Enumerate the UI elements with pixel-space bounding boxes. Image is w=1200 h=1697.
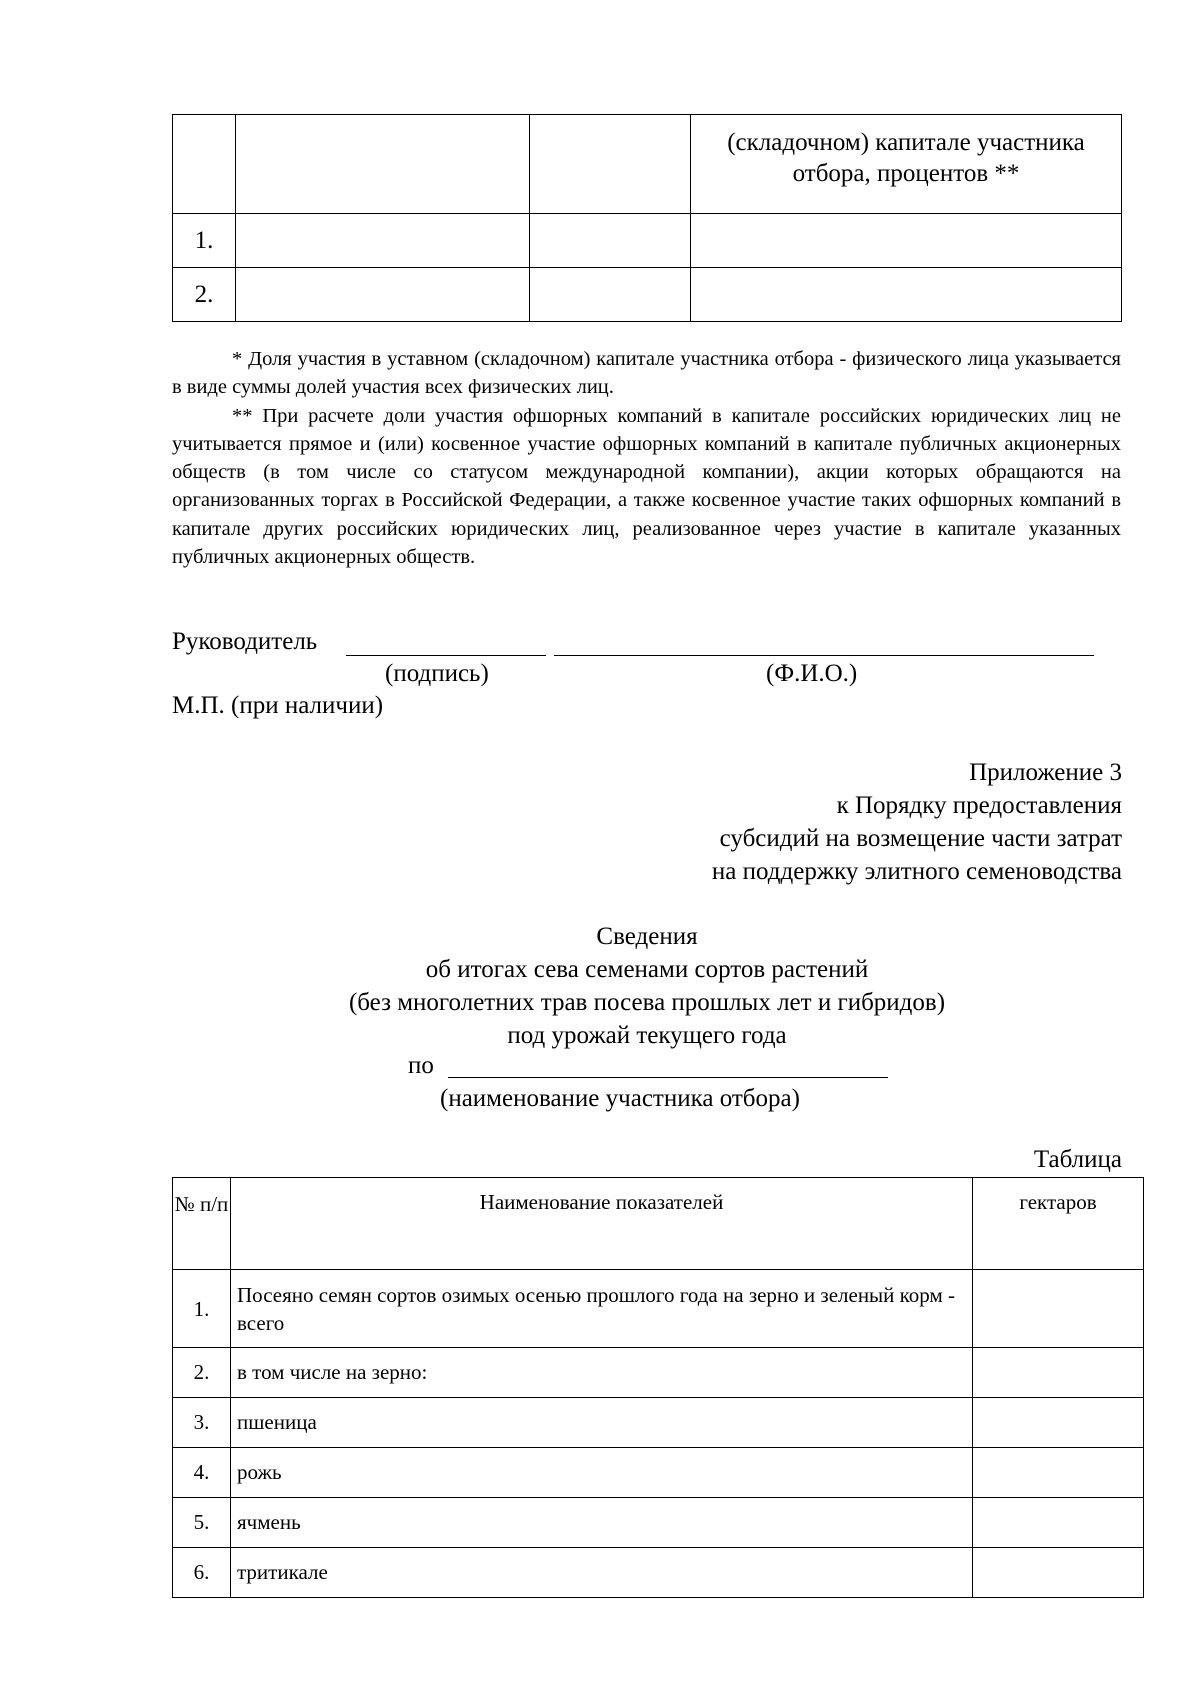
- row-value: [973, 1498, 1144, 1548]
- row-name: ячмень: [231, 1498, 973, 1548]
- footnote-1: * Доля участия в уставном (складочном) капитале участника отбора - физического лица указывается в виде суммы долей участия всех физических лиц.: [172, 348, 1121, 399]
- row-value: [973, 1548, 1144, 1598]
- ownership-table: [172, 114, 1122, 322]
- table-cell: [691, 214, 1122, 268]
- table-row: [173, 1498, 1144, 1548]
- table-cell: [530, 268, 691, 322]
- table-row: [173, 1348, 1144, 1398]
- row-number: 2.: [173, 1348, 231, 1398]
- title-line-3: (без многолетних трав посева прошлых лет и гибридов): [348, 989, 946, 1016]
- name-caption: (Ф.И.О.): [766, 660, 858, 687]
- footnotes: [172, 345, 1121, 571]
- appendix-line-2: к Порядку предоставления: [836, 792, 1122, 819]
- row-number: 2.: [173, 268, 236, 322]
- table-cell: [236, 268, 530, 322]
- row-value: [973, 1448, 1144, 1498]
- row-number: 1.: [173, 1270, 231, 1348]
- signature-caption: (подпись): [385, 660, 489, 687]
- header-cell-share: (складочном) капитале участника отбора, процентов **: [691, 115, 1122, 214]
- table-row: [173, 214, 1122, 268]
- po-label: по: [408, 1052, 434, 1079]
- header-unit: гектаров: [973, 1178, 1144, 1270]
- appendix-line-4: на поддержку элитного семеноводства: [711, 858, 1122, 885]
- table-caption: Таблица: [1033, 1146, 1122, 1173]
- title-line-1: Сведения: [596, 923, 698, 950]
- sowing-table: [172, 1177, 1144, 1598]
- signature-line: [346, 655, 546, 656]
- title-line-2: об итогах сева семенами сортов растений: [425, 956, 869, 983]
- appendix-line-1: Приложение 3: [969, 759, 1122, 786]
- table-cell: [236, 214, 530, 268]
- row-value: [973, 1270, 1144, 1348]
- org-name-line: [448, 1077, 888, 1078]
- appendix-line-3: субсидий на возмещение части затрат: [719, 825, 1122, 852]
- appendix-header: [560, 756, 1122, 888]
- table-row: [173, 1270, 1144, 1348]
- table-row: [173, 268, 1122, 322]
- row-name: Посеяно семян сортов озимых осенью прошлого года на зерно и зеленый корм - всего: [231, 1270, 973, 1348]
- row-name: в том числе на зерно:: [231, 1348, 973, 1398]
- table-row: [173, 1448, 1144, 1498]
- row-name: рожь: [231, 1448, 973, 1498]
- table-cell: [691, 268, 1122, 322]
- row-number: 5.: [173, 1498, 231, 1548]
- row-name: тритикале: [231, 1548, 973, 1598]
- head-label: Руководитель: [172, 628, 318, 655]
- header-name: Наименование показателей: [231, 1178, 973, 1270]
- header-cell-b: [530, 115, 691, 214]
- table-row: [173, 1548, 1144, 1598]
- table-header-row: [173, 1178, 1144, 1270]
- stamp-label: М.П. (при наличии): [172, 692, 384, 719]
- row-value: [973, 1348, 1144, 1398]
- header-cell-num: [173, 115, 236, 214]
- row-value: [973, 1398, 1144, 1448]
- row-number: 4.: [173, 1448, 231, 1498]
- name-line: [554, 655, 1094, 656]
- title-line-4: под урожай текущего года: [507, 1022, 787, 1049]
- row-name: пшеница: [231, 1398, 973, 1448]
- table-row: [173, 1398, 1144, 1448]
- header-cell-a: [236, 115, 530, 214]
- row-number: 6.: [173, 1548, 231, 1598]
- table-header-row: [173, 115, 1122, 214]
- table-cell: [530, 214, 691, 268]
- row-number: 3.: [173, 1398, 231, 1448]
- row-number: 1.: [173, 214, 236, 268]
- header-num: № п/п: [173, 1178, 231, 1270]
- org-caption: (наименование участника отбора): [440, 1085, 800, 1112]
- footnote-2: ** При расчете доли участия офшорных компаний в капитале российских юридических лиц не учитывается прямое и (или) косвенное участие офшорных компаний в капитале публичных акционерных обществ (в том числе со статусом международной компании), акции которых обращаются на организованных торгах в Российской Федерации, а также косвенное участие таких офшорных компаний в капитале других российских юридических лиц, реализованное через участие в капитале указанных публичных акционерных обществ.: [172, 404, 1121, 569]
